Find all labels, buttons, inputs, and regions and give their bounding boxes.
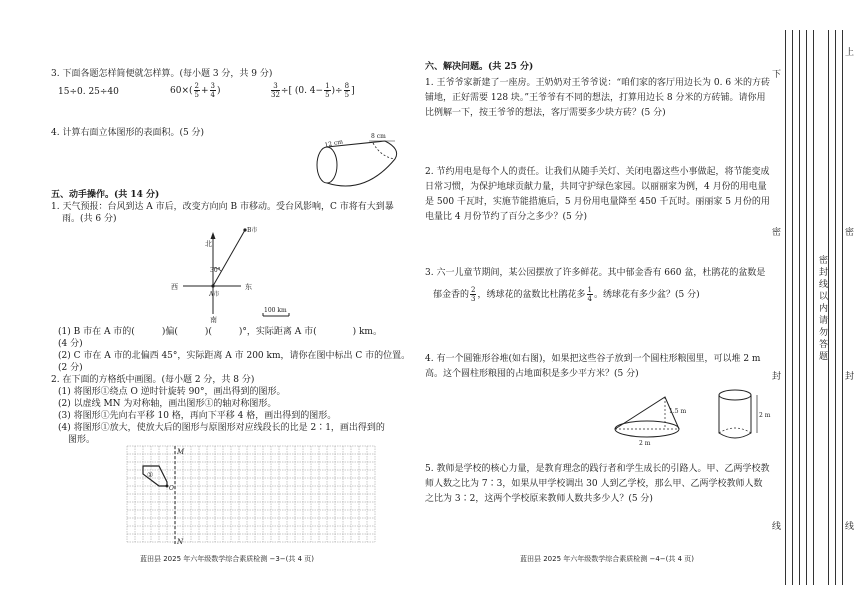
sec5-q2-3: (3) 将图形①先向右平移 10 格，再向下平移 4 格，画出得到的图形。 bbox=[58, 411, 337, 421]
binding-note: 密封线以内请勿答题 bbox=[817, 255, 827, 363]
binding-line-2 bbox=[792, 30, 793, 585]
grid-label-o: O bbox=[169, 485, 174, 492]
binding-mark-seal-left: 封 bbox=[772, 372, 782, 382]
q3-title: 3. 下面各题怎样简便就怎样算。(每小题 3 分，共 9 分) bbox=[51, 69, 273, 79]
binding-mark-top-left: 下 bbox=[772, 70, 782, 80]
route-a-to-b bbox=[213, 230, 245, 286]
sec5-title: 五、动手操作。(共 14 分) bbox=[51, 190, 160, 200]
binding-line-4 bbox=[806, 30, 807, 585]
binding-line-1 bbox=[785, 30, 786, 585]
sec6-q3-line2: 郁金香的 $\frac{2}{3}$ ，绣球花的盆数比杜鹃花多 $\frac{1}{4}$ 。绣球花有多少盆？(5 分) bbox=[433, 286, 700, 303]
sec5-p1: (1) B 市在 A 市的( )偏( )( )°，实际距离 A 市( ) km。 bbox=[58, 327, 382, 337]
dim-diameter-label: 8 cm bbox=[371, 133, 386, 140]
sec6-q3-line1: 3. 六一儿童节期间，某公园摆放了许多鲜花。其中郁金香有 660 盆，杜鹃花的盆数是 bbox=[425, 268, 766, 278]
sec5-q2-4a: (4) 将图形①放大，使放大后的图形与原图形对应线段长的比是 2∶1，画出得到的 bbox=[58, 423, 385, 433]
cylinder-body bbox=[719, 395, 751, 438]
sec5-q2-title: 2. 在下面的方格纸中画图。(每小题 2 分，共 8 分) bbox=[51, 375, 255, 385]
cone-cylinder-figure bbox=[605, 385, 770, 450]
grid-label-m: M bbox=[177, 448, 185, 456]
angle-label: 30° bbox=[210, 267, 221, 274]
binding-line-3 bbox=[799, 30, 800, 585]
cone-height-label: 1.5 m bbox=[669, 408, 687, 415]
cylinder-top bbox=[719, 390, 751, 400]
sec5-p2-score: (2 分) bbox=[58, 363, 83, 373]
compass-south: 南 bbox=[210, 316, 217, 324]
q3-expr-3: $\frac{3}{32}$ ÷[ (0. 4− $\frac{1}{5}$ )÷ $\frac{8}{5}$ ] bbox=[271, 82, 355, 99]
sec5-p2: (2) C 市在 A 市的北偏西 45°，实际距离 A 市 200 km，请你在图中标出 C 市的位置。 bbox=[58, 351, 411, 361]
sec5-q2-1: (1) 将图形①绕点 O 逆时针旋转 90°，画出得到的图形。 bbox=[58, 387, 286, 397]
label-a-city: A市 bbox=[209, 291, 220, 298]
left-footer: 蓝田县 2025 年六年级数学综合素质检测 −3−(共 4 页) bbox=[140, 555, 315, 563]
compass-figure bbox=[165, 222, 295, 322]
binding-line-7 bbox=[835, 30, 836, 585]
binding-mark-top: 上 bbox=[845, 48, 855, 58]
compass-east: 东 bbox=[245, 283, 252, 291]
half-cylinder-left-face bbox=[317, 147, 337, 183]
sec6-q2: 2. 节约用电是每个人的责任。让我们从随手关灯、关闭电器这些小事做起，将节能变成日常习惯，为保护地球贡献力量，共同守护绿色家园。以丽丽家为例，4 月份的用电量是 500 千瓦时，实施节能措施后，5 月份用电量降至 450 千瓦时。丽丽家 5 月份的用电量比 4 月份节约了百分之多少？(5 分) bbox=[425, 167, 770, 222]
half-cylinder-figure bbox=[305, 135, 410, 195]
sec5-q2-4b: 图形。 bbox=[68, 435, 96, 445]
cylinder-back-base bbox=[719, 428, 751, 433]
binding-mark-mid: 密 bbox=[845, 228, 855, 238]
sec5-q2-2: (2) 以虚线 MN 为对称轴，画出图形①的轴对称图形。 bbox=[58, 399, 277, 409]
grid-lines bbox=[127, 446, 375, 542]
sec6-q1: 1. 王爷爷家新建了一座房。王奶奶对王爷爷说：“咱们家的客厅用边长为 0. 6 米的方砖铺地，正好需要 128 块。”王爷爷有不同的想法，打算用边长 8 分米的方砖铺。请你用比例解一下，按王爷爷的想法，客厅需要多少块方砖？(5 分) bbox=[425, 78, 770, 118]
north-arrow-head bbox=[211, 232, 216, 239]
binding-line-5 bbox=[813, 30, 814, 585]
binding-mark-line-left: 线 bbox=[772, 522, 782, 532]
binding-line-8 bbox=[842, 30, 843, 585]
sec5-q1-line2: 雨。(共 6 分) bbox=[62, 214, 117, 224]
sec6-title: 六、解决问题。(共 25 分) bbox=[425, 62, 534, 72]
grid-label-shape: ① bbox=[147, 471, 154, 479]
grid-label-n: N bbox=[177, 538, 184, 546]
binding-mark-mid-left: 密 bbox=[772, 228, 782, 238]
right-footer: 蓝田县 2025 年六年级数学综合素质检测 −4−(共 4 页) bbox=[520, 555, 695, 563]
grid-paper bbox=[127, 446, 377, 546]
sec5-q1-line1: 1. 天气预报：台风到达 A 市后，改变方向向 B 市移动。受台风影响，C 市将有大到暴 bbox=[51, 202, 394, 212]
cylinder-height-label: 2 m bbox=[759, 412, 771, 419]
binding-mark-line: 线 bbox=[845, 522, 855, 532]
point-a bbox=[211, 284, 214, 287]
label-b-city: B市 bbox=[247, 227, 258, 234]
sec6-q5: 5. 教师是学校的核心力量，是教育理念的践行者和学生成长的引路人。甲、乙两学校教师人数之比为 7∶3，如果从甲学校调出 30 人到乙学校，那么甲、乙两学校教师人数之比为 3∶2，这两个学校原来教师人数共多少人？(5 分) bbox=[425, 464, 770, 504]
sec5-p1-score: (4 分) bbox=[58, 339, 83, 349]
q3-expr-2: 60×( $\frac{2}{5}$ + $\frac{3}{4}$ ) bbox=[170, 82, 221, 99]
binding-mark-seal: 封 bbox=[845, 372, 855, 382]
compass-west: 西 bbox=[171, 283, 178, 291]
sec6-q4: 4. 有一个圆锥形谷堆(如右图)，如果把这些谷子放到一个圆柱形粮囤里，可以堆 2 m 高。这个圆柱形粮囤的占地面积是多少平方米？(5 分) bbox=[425, 354, 761, 379]
compass-north: 北 bbox=[205, 240, 212, 248]
q4-title: 4. 计算右面立体图形的表面积。(5 分) bbox=[51, 128, 205, 138]
dim-length-label: 12 cm bbox=[323, 138, 344, 149]
scale-label: 100 km bbox=[264, 307, 287, 314]
cone-diameter-label: 2 m bbox=[639, 440, 651, 447]
q3-expr-1: 15÷0. 25÷40 bbox=[58, 87, 119, 97]
